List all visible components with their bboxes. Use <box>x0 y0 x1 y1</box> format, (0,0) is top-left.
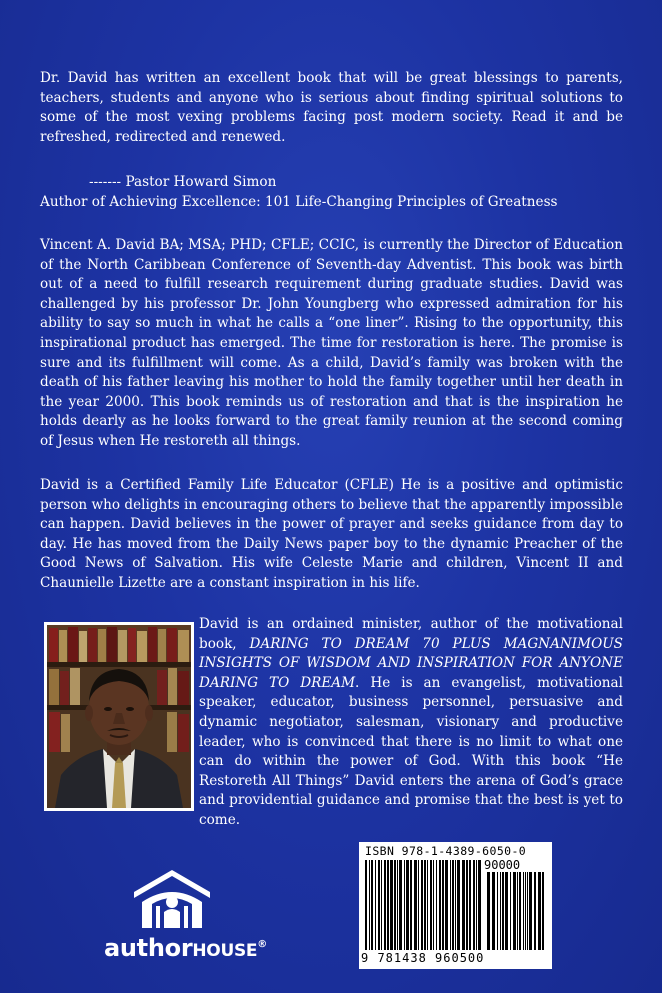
barcode-bar <box>394 860 396 950</box>
barcode-bar <box>424 860 426 950</box>
barcode-bar <box>469 860 471 950</box>
bio3-lead: David is an ordained minister, author of the motivational book, <box>199 616 623 652</box>
barcode-bar <box>452 860 454 950</box>
barcode-bar <box>513 872 516 950</box>
isbn-barcode <box>359 842 552 969</box>
barcode-bar <box>476 860 477 950</box>
addon-bars <box>487 872 545 954</box>
barcode-bar <box>365 860 367 950</box>
barcode-bar <box>410 860 412 950</box>
barcode-bar <box>510 872 511 950</box>
barcode-bar <box>421 860 423 950</box>
barcode-bar <box>478 860 481 950</box>
barcode-bar <box>502 872 504 950</box>
barcode-bar <box>505 872 508 950</box>
bio3-rest: . He is an evangelist, motivational speaker, educator, business personnel, persuasive and dynamic negotiator, salesman, visionary and productive leader, who is convinced that there is no limit to what one can do within the power of God. With this book “He Restoreth All Things” David enters the arena of God’s grace and providential guidance and promise that the best is yet to come. <box>199 674 623 828</box>
barcode-bar <box>455 860 456 950</box>
barcode-bar <box>517 872 518 950</box>
barcode-bar <box>390 860 393 950</box>
ean-bars <box>365 860 481 954</box>
publisher-logo <box>104 866 267 962</box>
book-title: DARING TO DREAM 70 PLUS MAGNANIMOUS INSIGHTS OF WISDOM AND INSPIRATION FOR ANYONE DARING TO DREAM <box>199 635 623 691</box>
barcode-bar <box>404 860 405 950</box>
registered-mark: ® <box>257 939 267 950</box>
publisher-name-house: HOUSE <box>192 941 258 961</box>
barcode-bar <box>527 872 528 950</box>
barcode-bar <box>371 860 373 950</box>
barcode-bar <box>387 860 389 950</box>
author-bio-paragraph-2: David is a Certified Family Life Educator (CFLE) He is a positive and optimistic person who delights in encouraging others to believe that the apparently impossible can happen. David believes in the power of prayer and seeks guidance from day to day. He has moved from the Daily News paper boy to the dynamic Preacher of the Good News of Salvation. His wife Celeste Marie and children, Vincent II and Chaunielle Lizette are a constant inspiration in his life. <box>40 477 623 591</box>
barcode-bar <box>436 860 437 950</box>
barcode-bar <box>542 872 544 950</box>
barcode-bar <box>430 860 432 950</box>
barcode-bar <box>414 860 417 950</box>
barcode-bar <box>399 860 402 950</box>
ean-digits: 9 781438 960500 <box>361 951 485 965</box>
barcode-bar <box>375 860 376 950</box>
barcode-bar <box>457 860 460 950</box>
barcode-bar <box>529 872 532 950</box>
barcode-bar <box>427 860 428 950</box>
barcode-bar <box>538 872 541 950</box>
barcode-bar <box>378 860 380 950</box>
barcode-bar <box>487 872 490 950</box>
barcode-bar <box>462 860 465 950</box>
barcode-bar <box>500 872 501 950</box>
barcode-bar <box>492 872 495 950</box>
barcode-bar <box>439 860 441 950</box>
barcode-bar <box>397 860 398 950</box>
barcode-bar <box>466 860 468 950</box>
barcode-bar <box>384 860 386 950</box>
barcode-bar <box>418 860 419 950</box>
barcode-bar <box>369 860 370 950</box>
barcode-bar <box>433 860 434 950</box>
barcode-bar <box>381 860 382 950</box>
price-addon: 90000 <box>484 858 521 872</box>
barcode-bar <box>406 860 409 950</box>
barcode-bar <box>525 872 526 950</box>
author-bio-paragraph-1: Vincent A. David BA; MSA; PHD; CFLE; CCIC, is currently the Director of Education of the North Caribbean Conference of Seventh-day Adventist. This book was birth out of a need to fulfill research requirement during graduate studies. David was challenged by his professor Dr. John Youngberg who expressed admiration for his ability to say so much in what he calls a “one liner”. Rising to the opportunity, this inspirational product has emerged. The time for restoration is here. The promise is sure and its fulfillment will come. As a child, David’s family was broken with the death of his father leaving his mother to hold the family together until her death in the year 2000. This book reminds us of restoration and that is the inspiration he holds dearly as he looks forward to the great family reunion at the second coming of Jesus when He restoreth all things. <box>40 237 623 449</box>
barcode-bar <box>497 872 498 950</box>
publisher-wordmark <box>104 934 267 962</box>
author-photo <box>44 622 194 811</box>
barcode-bar <box>442 860 444 950</box>
endorsement-quote: Dr. David has written an excellent book that will be great blessings to parents, teachers, students and anyone who is serious about finding spiritual solutions to some of the most vexing problems facing post modern society. Read it and be refreshed, redirected and renewed. <box>40 70 623 145</box>
isbn-label: ISBN 978-1-4389-6050-0 <box>365 844 527 858</box>
endorsement-author: ------- Pastor Howard Simon <box>89 174 277 190</box>
barcode-bar <box>450 860 451 950</box>
house-icon <box>130 866 214 930</box>
author-bio-paragraph-3 <box>199 615 623 831</box>
barcode-bar <box>534 872 536 950</box>
barcode-bar <box>445 860 448 950</box>
endorsement-author-title: Author of Achieving Excellence: 101 Life-Changing Principles of Greatness <box>40 194 558 210</box>
barcode-bar <box>473 860 475 950</box>
barcode-bar <box>523 872 524 950</box>
publisher-name-main: author <box>104 934 193 962</box>
barcode-bar <box>519 872 521 950</box>
